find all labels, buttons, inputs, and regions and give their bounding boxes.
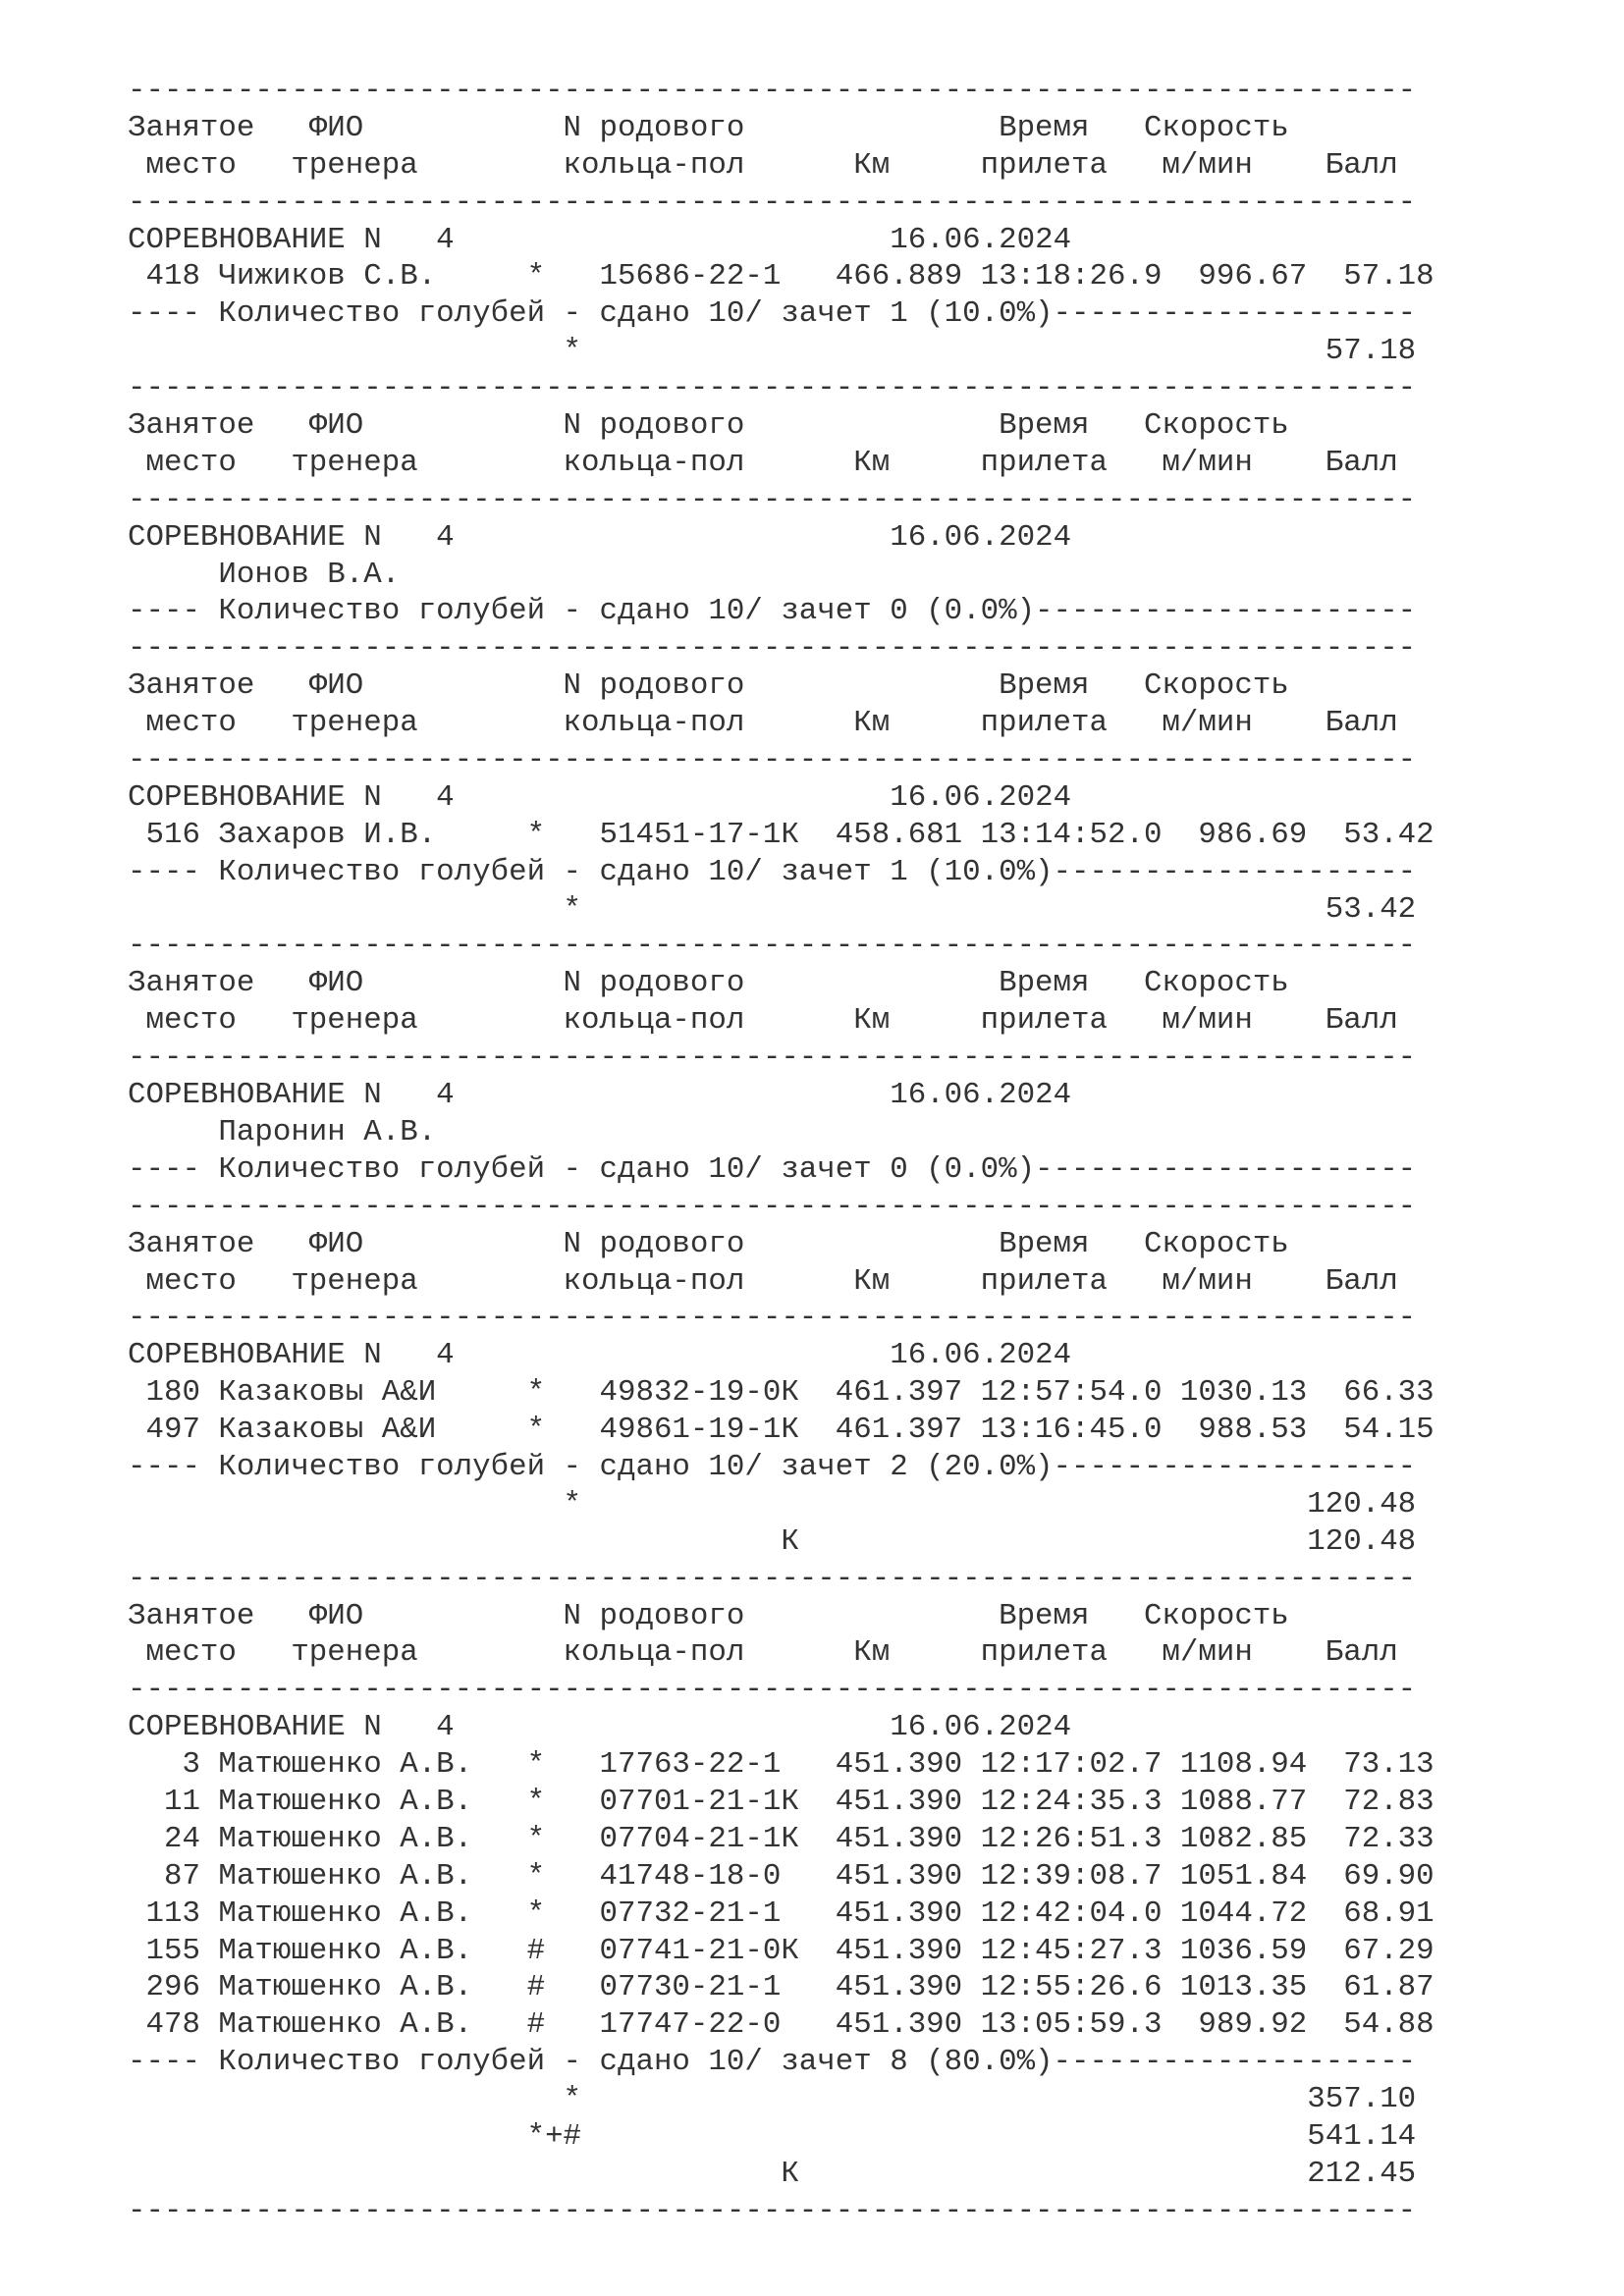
column-header-line-1: Занятое ФИО N родового Время Скорость [128, 408, 1289, 444]
result-row: Паронин А.В. [128, 1114, 437, 1149]
competition-date: 16.06.2024 [890, 519, 1072, 555]
competition-heading [128, 779, 1435, 817]
column-header-line-2: место тренера кольца-пол Км прилета м/мин Балл [128, 1263, 1398, 1299]
result-row: 11 Матюшенко А.В. * 07701-21-1К 451.390 12:24:35.3 1088.77 72.83 [128, 1784, 1435, 1819]
summary-line: ---- Количество голубей - сдано 10/ зачет 8 (80.0%)-------------------- [128, 2045, 1417, 2080]
competition-date: 16.06.2024 [890, 1710, 1072, 1745]
result-row: 24 Матюшенко А.В. * 07704-21-1К 451.390 12:26:51.3 1082.85 72.33 [128, 1821, 1435, 1856]
competition-heading [128, 222, 1435, 259]
result-row: 418 Чижиков С.В. * 15686-22-1 466.889 13:18:26.9 996.67 57.18 [128, 259, 1435, 294]
total-line: * 120.48 [128, 1486, 1417, 1522]
column-header-line-2: место тренера кольца-пол Км прилета м/мин Балл [128, 445, 1398, 480]
result-row: 113 Матюшенко А.В. * 07732-21-1 451.390 12:42:04.0 1044.72 68.91 [128, 1896, 1435, 1931]
competition-date: 16.06.2024 [890, 222, 1072, 257]
competition-label: СОРЕВНОВАНИЕ N 4 [128, 222, 455, 257]
rule-line: ----------------------------------------------------------------------- [128, 482, 1417, 517]
result-row: 87 Матюшенко А.В. * 41748-18-0 451.390 12:39:08.7 1051.84 69.90 [128, 1858, 1435, 1894]
total-line: К 212.45 [128, 2156, 1417, 2191]
competition-label: СОРЕВНОВАНИЕ N 4 [128, 779, 455, 815]
competition-label: СОРЕВНОВАНИЕ N 4 [128, 1078, 455, 1113]
column-header-line-2: место тренера кольца-пол Км прилета м/мин Балл [128, 1635, 1398, 1671]
result-row: 3 Матюшенко А.В. * 17763-22-1 451.390 12:17:02.7 1108.94 73.13 [128, 1747, 1435, 1783]
rule-line: ----------------------------------------------------------------------- [128, 1301, 1417, 1336]
total-line: * 57.18 [128, 334, 1417, 369]
total-line: *+# 541.14 [128, 2118, 1417, 2154]
column-header-line-1: Занятое ФИО N родового Время Скорость [128, 1226, 1289, 1261]
rule-line: ----------------------------------------------------------------------- [128, 1041, 1417, 1076]
competition-heading [128, 519, 1435, 557]
result-row: 155 Матюшенко А.В. # 07741-21-0К 451.390 12:45:27.3 1036.59 67.29 [128, 1933, 1435, 1968]
competition-heading [128, 1077, 1435, 1114]
summary-line: ---- Количество голубей - сдано 10/ зачет 0 (0.0%)--------------------- [128, 1151, 1417, 1187]
result-row: 516 Захаров И.В. * 51451-17-1К 458.681 13:14:52.0 986.69 53.42 [128, 817, 1435, 852]
competition-date: 16.06.2024 [890, 779, 1072, 815]
column-header-line-1: Занятое ФИО N родового Время Скорость [128, 966, 1289, 1001]
rule-line: ----------------------------------------------------------------------- [128, 371, 1417, 406]
column-header-line-2: место тренера кольца-пол Км прилета м/мин Балл [128, 147, 1398, 183]
result-row: 180 Казаковы А&И * 49832-19-0К 461.397 12:57:54.0 1030.13 66.33 [128, 1375, 1435, 1411]
rule-line: ----------------------------------------------------------------------- [128, 929, 1417, 964]
summary-line: ---- Количество голубей - сдано 10/ зачет 0 (0.0%)--------------------- [128, 594, 1417, 629]
column-header-line-2: место тренера кольца-пол Км прилета м/мин Балл [128, 1003, 1398, 1039]
result-row: 478 Матюшенко А.В. # 17747-22-0 451.390 13:05:59.3 989.92 54.88 [128, 2007, 1435, 2043]
rule-line: ----------------------------------------------------------------------- [128, 185, 1417, 220]
summary-line: ---- Количество голубей - сдано 10/ зачет 2 (20.0%)-------------------- [128, 1449, 1417, 1484]
rule-line: ----------------------------------------------------------------------- [128, 1189, 1417, 1224]
rule-line: ----------------------------------------------------------------------- [128, 1673, 1417, 1708]
rule-line: ----------------------------------------------------------------------- [128, 74, 1417, 108]
competition-label: СОРЕВНОВАНИЕ N 4 [128, 1338, 455, 1373]
rule-line: ----------------------------------------------------------------------- [128, 2193, 1417, 2228]
pigeon-race-report [128, 73, 1435, 2230]
column-header-line-2: место тренера кольца-пол Км прилета м/мин Балл [128, 706, 1398, 741]
total-line: * 53.42 [128, 891, 1417, 927]
result-row: 296 Матюшенко А.В. # 07730-21-1 451.390 12:55:26.6 1013.35 61.87 [128, 1970, 1435, 2005]
summary-line: ---- Количество голубей - сдано 10/ зачет 1 (10.0%)-------------------- [128, 296, 1417, 332]
result-row: 497 Казаковы А&И * 49861-19-1К 461.397 13:16:45.0 988.53 54.15 [128, 1413, 1435, 1448]
competition-label: СОРЕВНОВАНИЕ N 4 [128, 519, 455, 555]
competition-label: СОРЕВНОВАНИЕ N 4 [128, 1710, 455, 1745]
rule-line: ----------------------------------------------------------------------- [128, 1561, 1417, 1596]
column-header-line-1: Занятое ФИО N родового Время Скорость [128, 668, 1289, 704]
column-header-line-1: Занятое ФИО N родового Время Скорость [128, 110, 1289, 145]
summary-line: ---- Количество голубей - сдано 10/ зачет 1 (10.0%)-------------------- [128, 854, 1417, 889]
rule-line: ----------------------------------------------------------------------- [128, 743, 1417, 778]
competition-date: 16.06.2024 [890, 1078, 1072, 1113]
rule-line: ----------------------------------------------------------------------- [128, 631, 1417, 667]
competition-heading [128, 1709, 1435, 1746]
total-line: * 357.10 [128, 2082, 1417, 2117]
column-header-line-1: Занятое ФИО N родового Время Скорость [128, 1598, 1289, 1633]
competition-heading [128, 1337, 1435, 1374]
result-row: Ионов В.А. [128, 557, 401, 592]
competition-date: 16.06.2024 [890, 1338, 1072, 1373]
total-line: К 120.48 [128, 1523, 1417, 1559]
